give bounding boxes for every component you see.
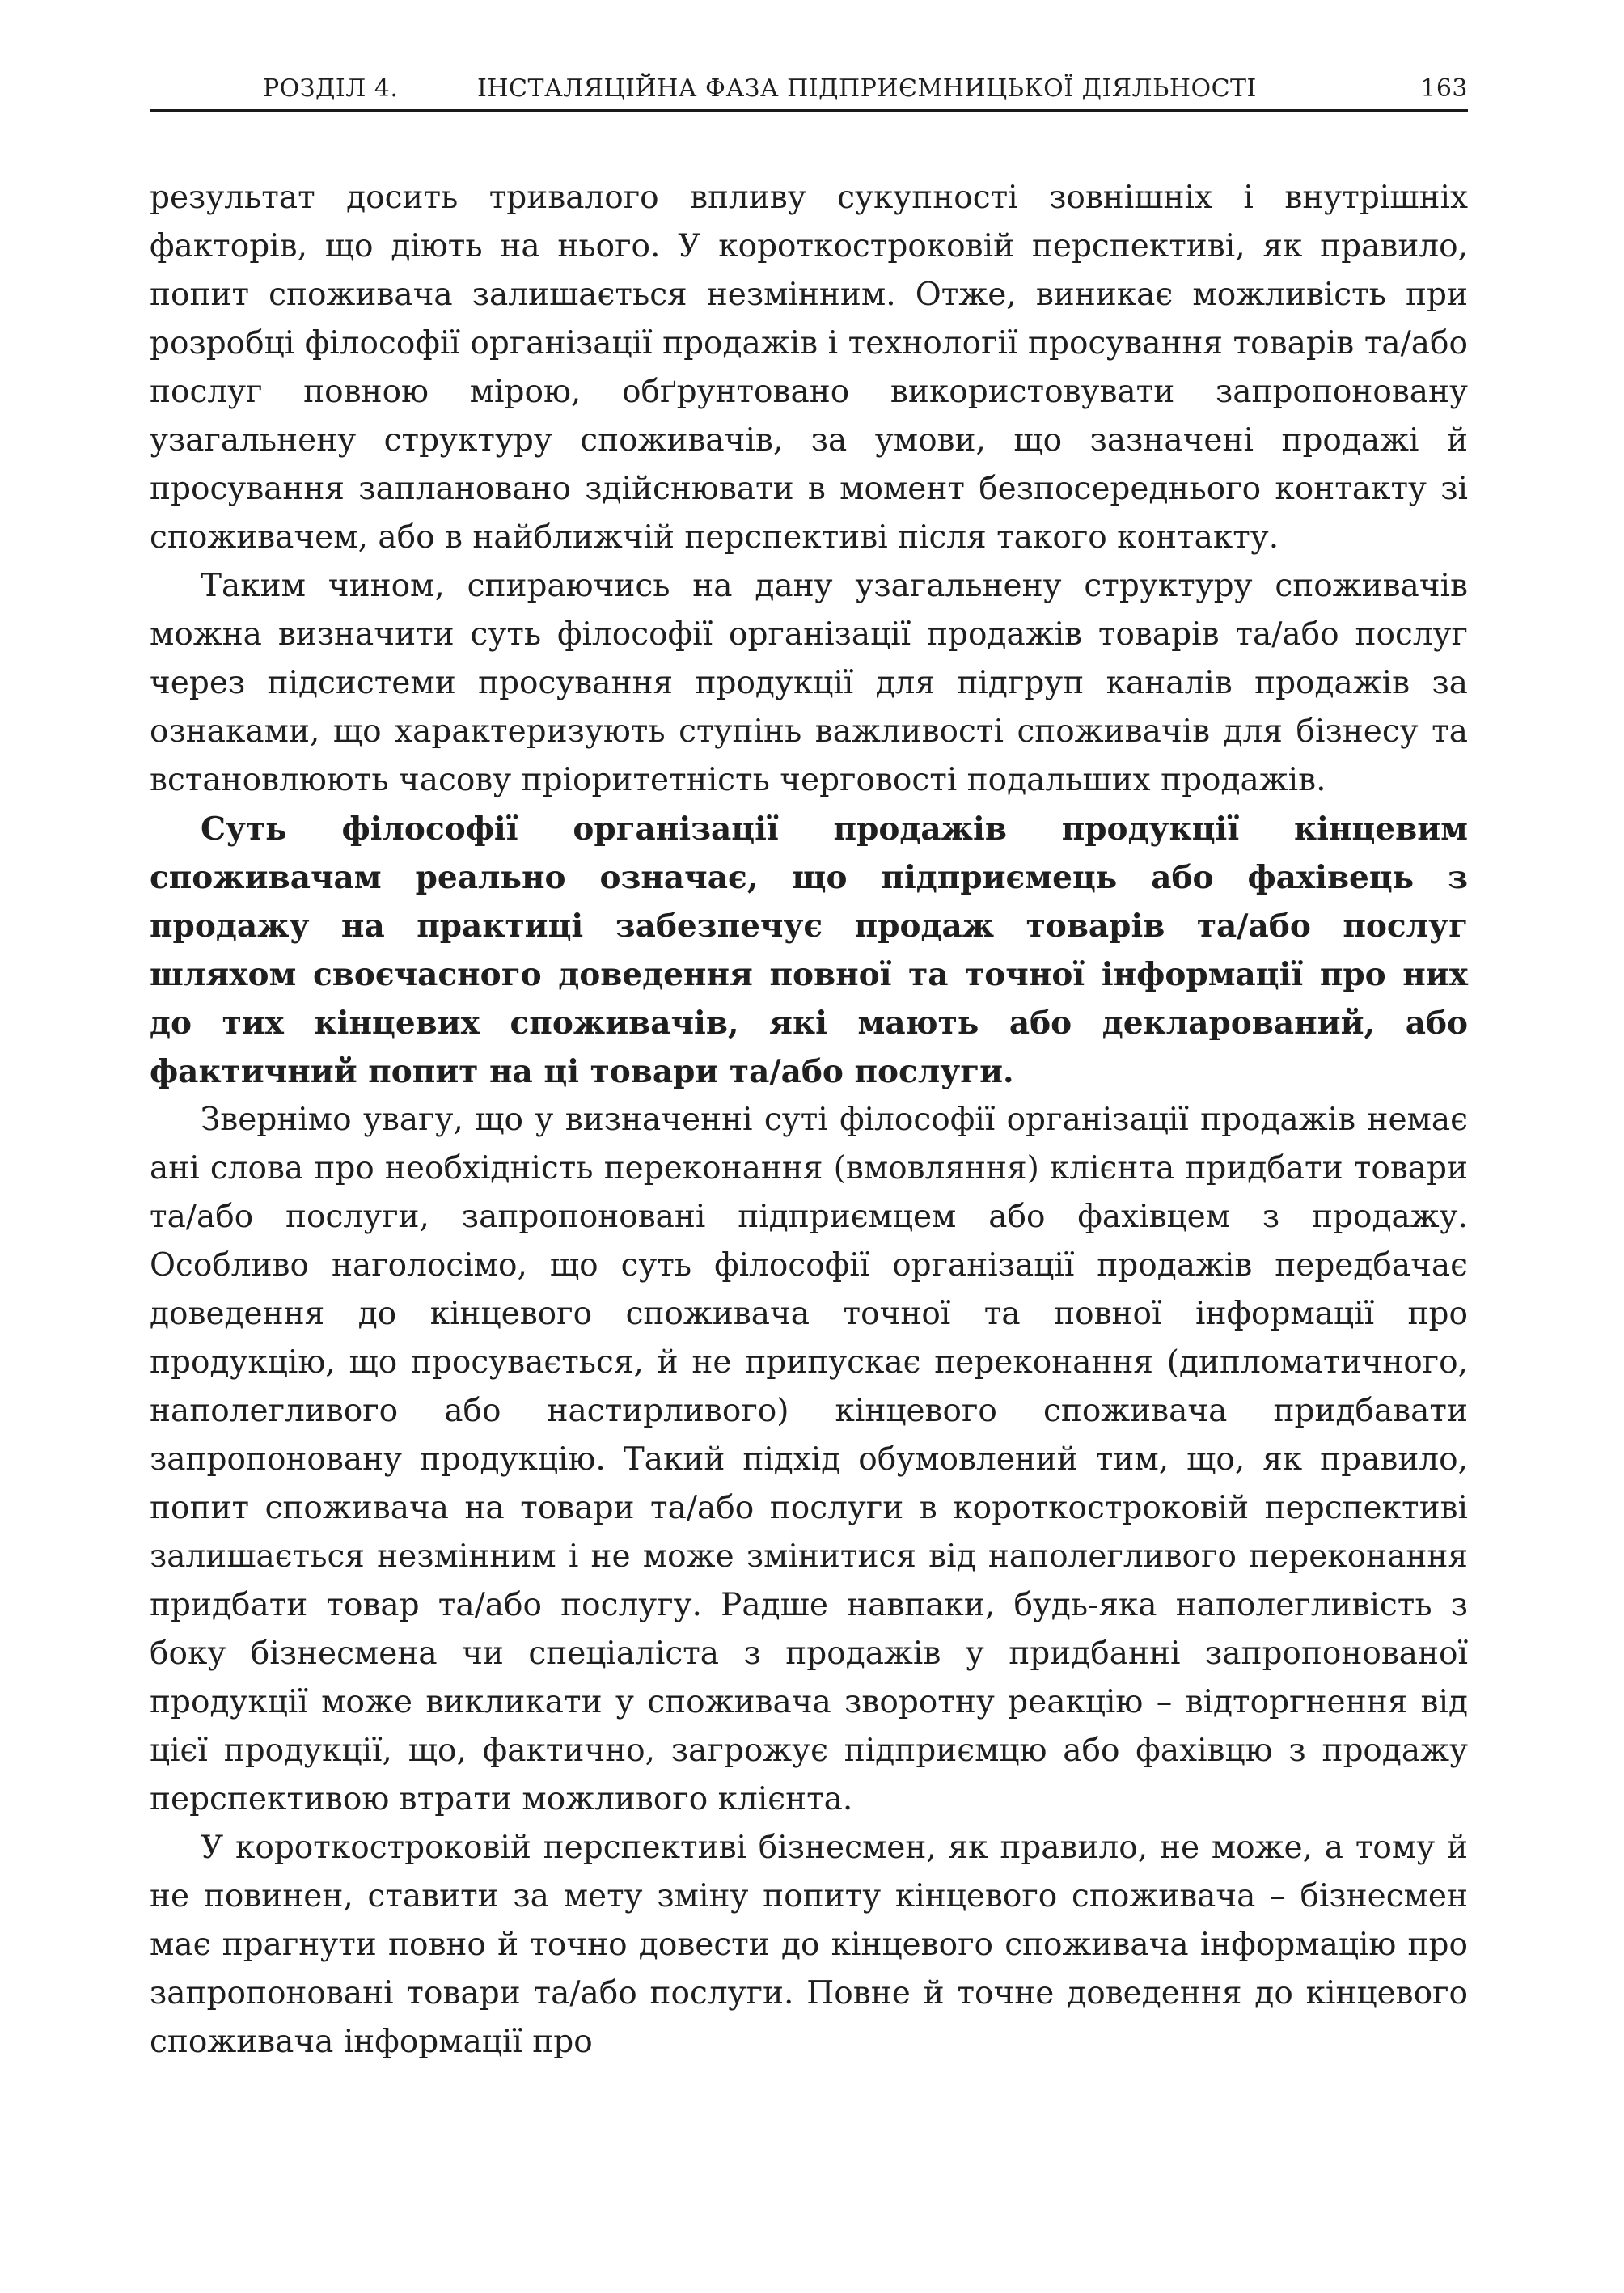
paragraph: У короткостроковій перспективі бізнесмен, як правило, не може, а тому й не повинен, ставити за мету зміну попиту кінцевого споживача – бізнесмен має прагнути повно й точно довести до кінцевого споживача інформацію про запропоновані товари та/або послуги. Повне й точне доведення до кінцевого споживача інформації про [150,1830,1468,2060]
paragraph: Звернімо увагу, що у визначенні суті філософії організації продажів немає ані слова про необхідність переконання (вмовляння) клієнта придбати товари та/або послуги, запропоновані підприємцем або фахівцем з продажу. Особливо наголосімо, що суть філософії організації продажів передбачає доведення до кінцевого споживача точної та повної інформації про продукцію, що просувається, й не припускає переконання (дипломатичного, наполегливого або настирливого) кінцевого споживача придбавати запропоновану продукцію. Такий підхід обумовлений тим, що, як правило, попит споживача на товари та/або послуги в короткостроковій перспективі залишається незмінним і не може змінитися від наполегливого переконання придбати товар та/або послугу. Радше навпаки, будь-яка наполегливість з боку бізнесмена чи спеціаліста з продажів у придбанні запропонованої продукції може викликати у споживача зворотну реакцію – відторгнення від цієї продукції, що, фактично, загрожує підприємцю або фахівцю з продажу перспективою втрати можливого клієнта. [150,1102,1468,1817]
running-header [150,71,1468,112]
header-section-label: РОЗДІЛ 4. [263,74,399,103]
definition-paragraph-bold: Суть філософії організації продажів продукції кінцевим споживачам реально означає, що підприємець або фахівець з продажу на практиці забезпечує продаж товарів та/або послуг шляхом своєчасного доведення повної та точної інформації про них до тих кінцевих споживачів, які мають або декларований, або фактичний попит на ці товари та/або послуги. [150,810,1468,1090]
paragraph-continued: результат досить тривалого впливу сукупності зовнішніх і внутрішніх факторів, що діють на нього. У короткостроковій перспективі, як правило, попит споживача залишається незмінним. Отже, виникає можливість при розробці філософії організації продажів і технології просування товарів та/або послуг повною мірою, обґрунтовано використовувати запропоновану узагальнену структуру споживачів, за умови, що зазначені продажі й просування заплановано здійснювати в момент безпосереднього контакту зі споживачем, або в найближчій перспективі після такого контакту. [150,180,1468,556]
page-number: 163 [1420,74,1468,103]
paragraph: Таким чином, спираючись на дану узагальнену структуру споживачів можна визначити суть філософії організації продажів товарів та/або послуг через підсистеми просування продукції для підгруп каналів продажів за ознаками, що характеризують ступінь важливості споживачів для бізнесу та встановлюють часову пріоритетність черговості подальших продажів. [150,568,1468,798]
page-body [150,174,1468,2067]
header-chapter-title: ІНСТАЛЯЦІЙНА ФАЗА ПІДПРИЄМНИЦЬКОЇ ДІЯЛЬНОСТІ [477,74,1257,103]
